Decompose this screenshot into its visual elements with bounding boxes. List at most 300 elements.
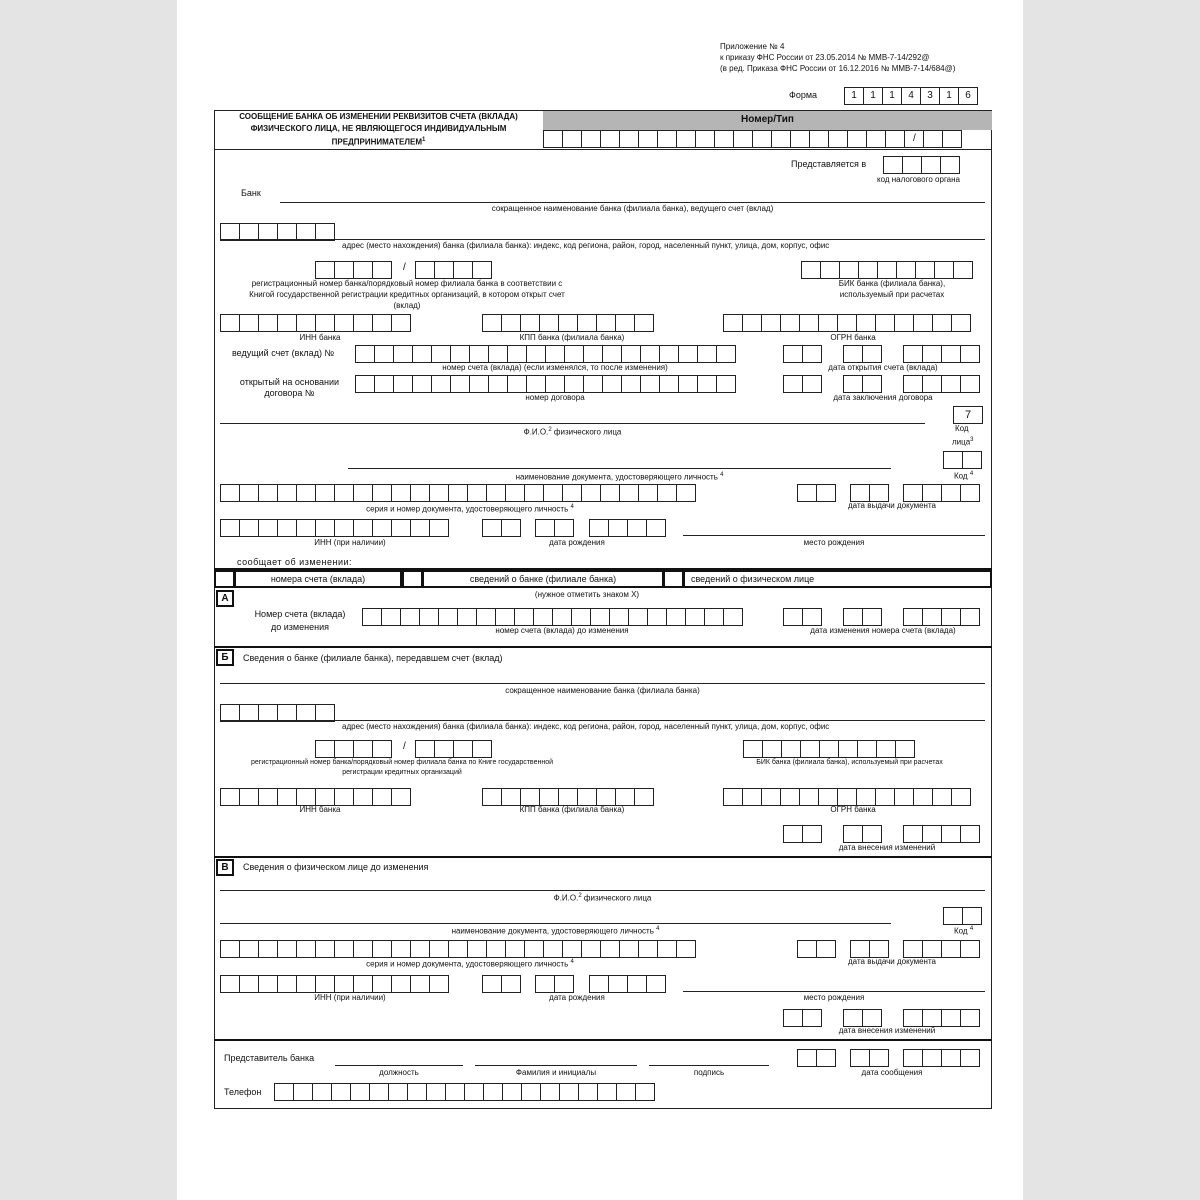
char-cell[interactable] <box>627 519 647 537</box>
char-cell[interactable] <box>526 375 546 393</box>
char-cell[interactable] <box>609 608 629 626</box>
char-cell[interactable] <box>666 608 686 626</box>
char-cell[interactable] <box>472 261 492 279</box>
char-cell[interactable] <box>438 608 458 626</box>
char-cell[interactable] <box>533 608 553 626</box>
char-cell[interactable] <box>545 345 565 363</box>
char-cell[interactable] <box>457 608 477 626</box>
old-birth-place-line[interactable] <box>683 991 985 992</box>
char-cell[interactable] <box>843 608 863 626</box>
char-cell[interactable] <box>850 1049 870 1067</box>
bank-ogrn-boxes[interactable] <box>723 314 970 332</box>
person-inn-boxes[interactable] <box>220 519 448 537</box>
char-cell[interactable] <box>540 1083 560 1101</box>
doc-code-boxes[interactable] <box>943 451 981 469</box>
char-cell[interactable] <box>539 314 559 332</box>
char-cell[interactable] <box>676 484 696 502</box>
char-cell[interactable] <box>903 345 923 363</box>
char-cell[interactable] <box>608 519 628 537</box>
char-cell[interactable] <box>676 130 696 148</box>
person-code-box[interactable] <box>953 406 982 424</box>
char-cell[interactable] <box>600 130 620 148</box>
char-cell[interactable] <box>483 1083 503 1101</box>
char-cell[interactable] <box>922 375 942 393</box>
char-cell[interactable] <box>543 484 563 502</box>
char-cell[interactable] <box>716 345 736 363</box>
char-cell[interactable] <box>922 825 942 843</box>
char-cell[interactable] <box>723 788 743 806</box>
char-cell[interactable] <box>429 519 449 537</box>
char-cell[interactable] <box>783 345 803 363</box>
char-cell[interactable] <box>704 608 724 626</box>
char-cell[interactable] <box>695 130 715 148</box>
char-cell[interactable] <box>723 608 743 626</box>
char-cell[interactable] <box>915 261 935 279</box>
char-cell[interactable] <box>960 1009 980 1027</box>
char-cell[interactable] <box>676 940 696 958</box>
open-date-day-boxes[interactable] <box>783 345 821 363</box>
char-cell[interactable] <box>876 740 896 758</box>
char-cell[interactable] <box>847 130 867 148</box>
prev-bank-ogrn-boxes[interactable] <box>723 788 970 806</box>
char-cell[interactable] <box>277 484 297 502</box>
old-doc-code-boxes[interactable] <box>943 907 981 925</box>
prev-bik-boxes[interactable] <box>743 740 914 758</box>
char-cell[interactable] <box>415 740 435 758</box>
char-cell[interactable] <box>220 519 240 537</box>
char-cell[interactable] <box>801 261 821 279</box>
char-cell[interactable] <box>600 484 620 502</box>
char-cell[interactable] <box>659 375 679 393</box>
char-cell[interactable] <box>521 1083 541 1101</box>
char-cell[interactable] <box>293 1083 313 1101</box>
char-cell[interactable] <box>646 519 666 537</box>
char-cell[interactable] <box>524 940 544 958</box>
char-cell[interactable] <box>296 314 316 332</box>
char-cell[interactable] <box>450 345 470 363</box>
char-cell[interactable] <box>334 788 354 806</box>
char-cell[interactable] <box>545 375 565 393</box>
char-cell[interactable] <box>482 314 502 332</box>
char-cell[interactable] <box>355 375 375 393</box>
char-cell[interactable] <box>535 519 555 537</box>
char-cell[interactable] <box>843 345 863 363</box>
char-cell[interactable] <box>761 314 781 332</box>
char-cell[interactable] <box>875 314 895 332</box>
old-birth-day-boxes[interactable] <box>482 975 520 993</box>
char-cell[interactable] <box>391 940 411 958</box>
char-cell[interactable] <box>220 314 240 332</box>
bank-address-line[interactable] <box>220 239 985 240</box>
name-line[interactable] <box>475 1065 637 1066</box>
char-cell[interactable] <box>781 740 801 758</box>
char-cell[interactable] <box>369 1083 389 1101</box>
char-cell[interactable] <box>258 975 278 993</box>
char-cell[interactable] <box>564 375 584 393</box>
char-cell[interactable] <box>678 345 698 363</box>
char-cell[interactable] <box>453 261 473 279</box>
char-cell[interactable] <box>816 940 836 958</box>
char-cell[interactable] <box>802 825 822 843</box>
char-cell[interactable] <box>258 788 278 806</box>
char-cell[interactable] <box>602 345 622 363</box>
char-cell[interactable] <box>581 130 601 148</box>
v-change-month-boxes[interactable] <box>843 1009 881 1027</box>
char-cell[interactable] <box>334 740 354 758</box>
char-cell[interactable] <box>602 375 622 393</box>
contract-date-year-boxes[interactable] <box>903 375 979 393</box>
char-cell[interactable] <box>922 940 942 958</box>
char-cell[interactable] <box>419 608 439 626</box>
char-cell[interactable] <box>903 1049 923 1067</box>
char-cell[interactable] <box>558 788 578 806</box>
bik-boxes[interactable] <box>801 261 972 279</box>
char-cell[interactable] <box>716 375 736 393</box>
char-cell[interactable] <box>903 608 923 626</box>
char-cell[interactable] <box>407 1083 427 1101</box>
char-cell[interactable] <box>448 484 468 502</box>
char-cell[interactable] <box>943 451 963 469</box>
char-cell[interactable] <box>951 314 971 332</box>
prev-bank-name-line[interactable] <box>220 683 985 684</box>
change-bank-checkbox[interactable] <box>402 570 423 588</box>
char-cell[interactable] <box>647 608 667 626</box>
birth-date-day-boxes[interactable] <box>482 519 520 537</box>
char-cell[interactable] <box>895 740 915 758</box>
char-cell[interactable] <box>820 261 840 279</box>
char-cell[interactable] <box>502 1083 522 1101</box>
char-cell[interactable] <box>802 345 822 363</box>
char-cell[interactable] <box>258 484 278 502</box>
char-cell[interactable] <box>505 484 525 502</box>
char-cell[interactable] <box>296 519 316 537</box>
char-cell[interactable] <box>862 375 882 393</box>
char-cell[interactable] <box>486 940 506 958</box>
char-cell[interactable] <box>678 375 698 393</box>
char-cell[interactable] <box>941 375 961 393</box>
char-cell[interactable] <box>619 484 639 502</box>
char-cell[interactable] <box>391 975 411 993</box>
char-cell[interactable] <box>742 314 762 332</box>
char-cell[interactable] <box>467 940 487 958</box>
char-cell[interactable] <box>571 608 591 626</box>
char-cell[interactable] <box>355 345 375 363</box>
char-cell[interactable] <box>596 788 616 806</box>
char-cell[interactable] <box>391 484 411 502</box>
char-cell[interactable] <box>429 975 449 993</box>
char-cell[interactable] <box>393 345 413 363</box>
b-change-year-boxes[interactable] <box>903 825 979 843</box>
char-cell[interactable] <box>486 484 506 502</box>
char-cell[interactable] <box>535 975 555 993</box>
char-cell[interactable] <box>374 345 394 363</box>
char-cell[interactable] <box>415 261 435 279</box>
char-cell[interactable] <box>894 788 914 806</box>
char-cell[interactable] <box>543 130 563 148</box>
doc-date-day-boxes[interactable] <box>797 484 835 502</box>
char-cell[interactable] <box>934 261 954 279</box>
char-cell[interactable] <box>783 608 803 626</box>
char-cell[interactable] <box>903 484 923 502</box>
char-cell[interactable] <box>445 1083 465 1101</box>
char-cell[interactable] <box>583 345 603 363</box>
char-cell[interactable] <box>619 130 639 148</box>
char-cell[interactable] <box>501 975 521 993</box>
char-cell[interactable] <box>752 130 772 148</box>
char-cell[interactable] <box>372 740 392 758</box>
char-cell[interactable] <box>220 975 240 993</box>
char-cell[interactable] <box>657 130 677 148</box>
open-date-month-boxes[interactable] <box>843 345 881 363</box>
birth-date-year-boxes[interactable] <box>589 519 665 537</box>
char-cell[interactable] <box>894 314 914 332</box>
char-cell[interactable] <box>941 825 961 843</box>
char-cell[interactable] <box>869 940 889 958</box>
char-cell[interactable] <box>431 345 451 363</box>
char-cell[interactable] <box>960 608 980 626</box>
char-cell[interactable] <box>559 1083 579 1101</box>
char-cell[interactable] <box>315 314 335 332</box>
char-cell[interactable] <box>932 788 952 806</box>
open-date-year-boxes[interactable] <box>903 345 979 363</box>
char-cell[interactable] <box>239 314 259 332</box>
char-cell[interactable] <box>296 940 316 958</box>
contract-date-month-boxes[interactable] <box>843 375 881 393</box>
char-cell[interactable] <box>410 940 430 958</box>
char-cell[interactable] <box>896 261 916 279</box>
char-cell[interactable] <box>400 608 420 626</box>
char-cell[interactable] <box>837 788 857 806</box>
char-cell[interactable] <box>761 788 781 806</box>
char-cell[interactable] <box>856 788 876 806</box>
char-cell[interactable] <box>818 314 838 332</box>
char-cell[interactable] <box>467 484 487 502</box>
message-date-day-boxes[interactable] <box>797 1049 835 1067</box>
message-date-month-boxes[interactable] <box>850 1049 888 1067</box>
tax-authority-code-boxes[interactable] <box>883 156 959 174</box>
char-cell[interactable] <box>501 788 521 806</box>
char-cell[interactable] <box>913 788 933 806</box>
char-cell[interactable] <box>372 484 392 502</box>
char-cell[interactable] <box>353 314 373 332</box>
prev-branch-boxes[interactable] <box>415 740 491 758</box>
char-cell[interactable] <box>875 788 895 806</box>
char-cell[interactable] <box>578 1083 598 1101</box>
char-cell[interactable] <box>258 519 278 537</box>
char-cell[interactable] <box>809 130 829 148</box>
char-cell[interactable] <box>501 519 521 537</box>
char-cell[interactable] <box>943 907 963 925</box>
char-cell[interactable] <box>334 975 354 993</box>
char-cell[interactable] <box>723 314 743 332</box>
char-cell[interactable] <box>615 314 635 332</box>
char-cell[interactable] <box>621 345 641 363</box>
char-cell[interactable] <box>220 484 240 502</box>
char-cell[interactable] <box>488 375 508 393</box>
char-cell[interactable] <box>743 740 763 758</box>
char-cell[interactable] <box>583 375 603 393</box>
message-date-year-boxes[interactable] <box>903 1049 979 1067</box>
char-cell[interactable] <box>922 484 942 502</box>
char-cell[interactable] <box>429 940 449 958</box>
char-cell[interactable] <box>239 940 259 958</box>
char-cell[interactable] <box>353 519 373 537</box>
char-cell[interactable] <box>941 484 961 502</box>
char-cell[interactable] <box>507 375 527 393</box>
char-cell[interactable] <box>638 130 658 148</box>
bank-reg-number-boxes[interactable] <box>315 261 391 279</box>
char-cell[interactable] <box>883 156 903 174</box>
char-cell[interactable] <box>526 345 546 363</box>
char-cell[interactable] <box>388 1083 408 1101</box>
char-cell[interactable] <box>334 940 354 958</box>
char-cell[interactable] <box>596 314 616 332</box>
char-cell[interactable] <box>274 1083 294 1101</box>
char-cell[interactable] <box>372 788 392 806</box>
char-cell[interactable] <box>589 519 609 537</box>
char-cell[interactable] <box>960 940 980 958</box>
char-cell[interactable] <box>564 345 584 363</box>
char-cell[interactable] <box>258 940 278 958</box>
char-cell[interactable] <box>239 975 259 993</box>
char-cell[interactable] <box>960 484 980 502</box>
char-cell[interactable] <box>942 130 962 148</box>
char-cell[interactable] <box>488 345 508 363</box>
char-cell[interactable] <box>554 975 574 993</box>
char-cell[interactable] <box>837 314 857 332</box>
char-cell[interactable] <box>685 608 705 626</box>
char-cell[interactable] <box>657 484 677 502</box>
char-cell[interactable] <box>393 375 413 393</box>
char-cell[interactable] <box>453 740 473 758</box>
char-cell[interactable] <box>797 1049 817 1067</box>
account-change-day-boxes[interactable] <box>783 608 821 626</box>
char-cell[interactable] <box>220 940 240 958</box>
char-cell[interactable] <box>799 314 819 332</box>
old-person-inn-boxes[interactable] <box>220 975 448 993</box>
char-cell[interactable] <box>581 940 601 958</box>
char-cell[interactable] <box>802 1009 822 1027</box>
char-cell[interactable] <box>277 519 297 537</box>
account-change-year-boxes[interactable] <box>903 608 979 626</box>
char-cell[interactable] <box>331 1083 351 1101</box>
char-cell[interactable] <box>862 345 882 363</box>
char-cell[interactable] <box>597 1083 617 1101</box>
old-doc-name-line[interactable] <box>220 923 891 924</box>
contract-number-boxes[interactable] <box>355 375 735 393</box>
fio-line[interactable] <box>220 423 925 424</box>
old-doc-date-day-boxes[interactable] <box>797 940 835 958</box>
char-cell[interactable] <box>616 1083 636 1101</box>
char-cell[interactable] <box>315 261 335 279</box>
char-cell[interactable] <box>921 156 941 174</box>
doc-date-year-boxes[interactable] <box>903 484 979 502</box>
char-cell[interactable] <box>818 788 838 806</box>
char-cell[interactable] <box>476 608 496 626</box>
char-cell[interactable] <box>659 345 679 363</box>
char-cell[interactable] <box>562 940 582 958</box>
char-cell[interactable] <box>922 345 942 363</box>
char-cell[interactable] <box>640 345 660 363</box>
char-cell[interactable] <box>501 314 521 332</box>
char-cell[interactable] <box>923 130 943 148</box>
char-cell[interactable] <box>372 314 392 332</box>
char-cell[interactable] <box>902 156 922 174</box>
char-cell[interactable] <box>334 314 354 332</box>
char-cell[interactable] <box>638 484 658 502</box>
char-cell[interactable] <box>697 345 717 363</box>
char-cell[interactable] <box>843 825 863 843</box>
char-cell[interactable] <box>353 484 373 502</box>
char-cell[interactable] <box>600 940 620 958</box>
change-account-checkbox[interactable] <box>214 570 235 588</box>
char-cell[interactable] <box>239 788 259 806</box>
char-cell[interactable] <box>353 940 373 958</box>
char-cell[interactable] <box>507 345 527 363</box>
char-cell[interactable] <box>922 608 942 626</box>
char-cell[interactable] <box>783 375 803 393</box>
char-cell[interactable] <box>940 156 960 174</box>
char-cell[interactable] <box>277 975 297 993</box>
char-cell[interactable] <box>520 314 540 332</box>
char-cell[interactable] <box>850 940 870 958</box>
char-cell[interactable] <box>482 788 502 806</box>
char-cell[interactable] <box>577 788 597 806</box>
char-cell[interactable] <box>634 788 654 806</box>
char-cell[interactable] <box>431 375 451 393</box>
char-cell[interactable] <box>464 1083 484 1101</box>
char-cell[interactable] <box>296 484 316 502</box>
doc-series-boxes[interactable] <box>220 484 695 502</box>
char-cell[interactable] <box>353 975 373 993</box>
char-cell[interactable] <box>220 788 240 806</box>
char-cell[interactable] <box>862 825 882 843</box>
char-cell[interactable] <box>372 940 392 958</box>
char-cell[interactable] <box>962 451 982 469</box>
char-cell[interactable] <box>783 825 803 843</box>
char-cell[interactable] <box>315 788 335 806</box>
char-cell[interactable] <box>885 130 905 148</box>
char-cell[interactable] <box>277 314 297 332</box>
char-cell[interactable] <box>960 1049 980 1067</box>
char-cell[interactable] <box>372 975 392 993</box>
char-cell[interactable] <box>714 130 734 148</box>
birth-date-month-boxes[interactable] <box>535 519 573 537</box>
old-fio-line[interactable] <box>220 890 985 891</box>
prev-bank-kpp-boxes[interactable] <box>482 788 653 806</box>
char-cell[interactable] <box>391 788 411 806</box>
char-cell[interactable] <box>350 1083 370 1101</box>
char-cell[interactable] <box>410 484 430 502</box>
char-cell[interactable] <box>843 375 863 393</box>
char-cell[interactable] <box>857 740 877 758</box>
bank-name-line[interactable] <box>280 202 985 203</box>
char-cell[interactable] <box>562 484 582 502</box>
char-cell[interactable] <box>838 740 858 758</box>
char-cell[interactable] <box>697 375 717 393</box>
char-cell[interactable] <box>941 1009 961 1027</box>
char-cell[interactable] <box>790 130 810 148</box>
char-cell[interactable] <box>296 788 316 806</box>
char-cell[interactable] <box>780 788 800 806</box>
char-cell[interactable] <box>877 261 897 279</box>
char-cell[interactable] <box>410 975 430 993</box>
char-cell[interactable] <box>353 788 373 806</box>
char-cell[interactable] <box>762 740 782 758</box>
prev-bank-reg-boxes[interactable] <box>315 740 391 758</box>
char-cell[interactable] <box>862 1009 882 1027</box>
old-birth-month-boxes[interactable] <box>535 975 573 993</box>
